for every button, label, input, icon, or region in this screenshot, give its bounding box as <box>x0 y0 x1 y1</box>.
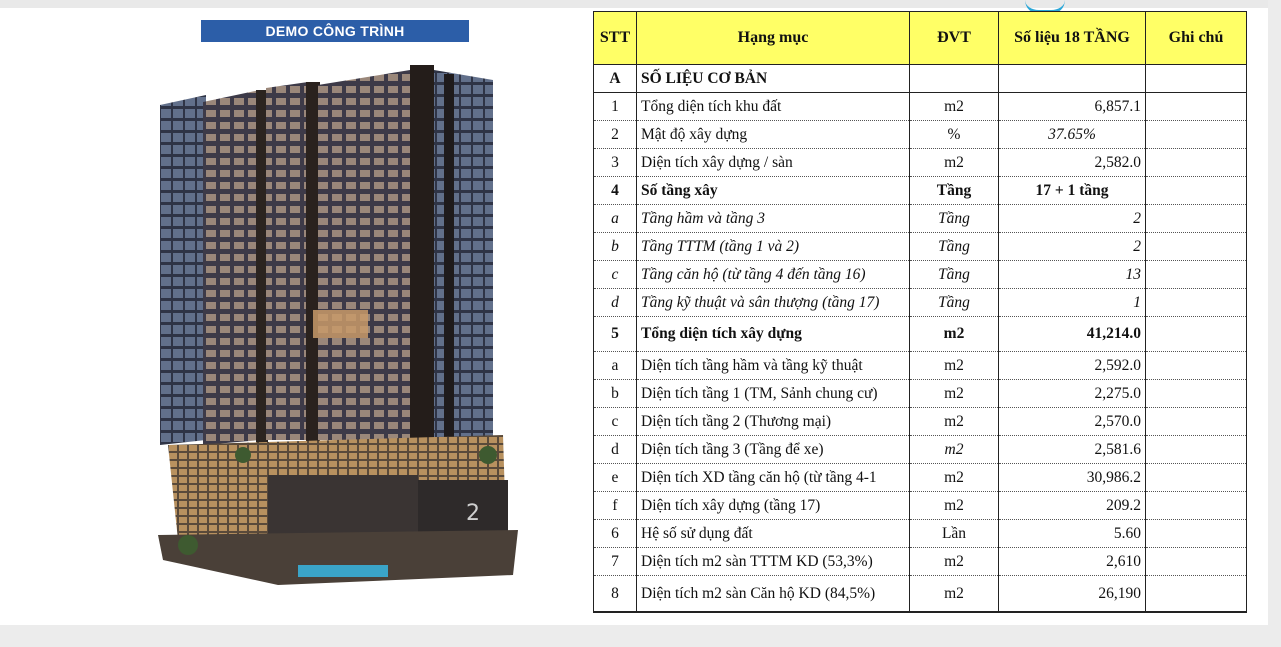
row-unit: m2 <box>910 548 999 576</box>
row-stt: a <box>594 352 637 380</box>
row-unit: m2 <box>910 436 999 464</box>
row-value: 2 <box>999 205 1146 233</box>
table-row <box>594 352 1247 380</box>
table-row <box>594 464 1247 492</box>
row-stt: d <box>594 289 637 317</box>
row-item: Mật độ xây dựng <box>637 121 910 149</box>
table-row <box>594 492 1247 520</box>
row-value: 5.60 <box>999 520 1146 548</box>
table-row <box>594 149 1247 177</box>
table-row <box>594 380 1247 408</box>
row-note <box>1146 352 1247 380</box>
row-unit <box>910 65 999 93</box>
row-stt: 8 <box>594 576 637 613</box>
row-value: 6,857.1 <box>999 93 1146 121</box>
row-value: 2 <box>999 233 1146 261</box>
row-stt: b <box>594 233 637 261</box>
row-note <box>1146 177 1247 205</box>
row-value: 17 + 1 tầng <box>999 177 1146 205</box>
row-note <box>1146 520 1247 548</box>
row-value: 30,986.2 <box>999 464 1146 492</box>
window-top-edge <box>0 0 1281 8</box>
col-header-note: Ghi chú <box>1146 12 1247 65</box>
row-stt: 6 <box>594 520 637 548</box>
row-note <box>1146 93 1247 121</box>
row-item: Diện tích xây dựng (tầng 17) <box>637 492 910 520</box>
row-note <box>1146 492 1247 520</box>
table-row <box>594 121 1247 149</box>
row-stt: f <box>594 492 637 520</box>
row-stt: d <box>594 436 637 464</box>
window-bottom-edge <box>0 625 1281 647</box>
row-value: 1 <box>999 289 1146 317</box>
row-item: Hệ số sử dụng đất <box>637 520 910 548</box>
row-item: Diện tích tầng 1 (TM, Sảnh chung cư) <box>637 380 910 408</box>
row-value: 2,592.0 <box>999 352 1146 380</box>
row-item: Diện tích xây dựng / sàn <box>637 149 910 177</box>
svg-text:2: 2 <box>466 501 480 526</box>
table-row <box>594 233 1247 261</box>
row-note <box>1146 380 1247 408</box>
row-unit: Lần <box>910 520 999 548</box>
row-value: 2,275.0 <box>999 380 1146 408</box>
col-header-stt: STT <box>594 12 637 65</box>
row-value: 41,214.0 <box>999 317 1146 352</box>
table-row <box>594 93 1247 121</box>
row-item: Tổng diện tích xây dựng <box>637 317 910 352</box>
row-note <box>1146 408 1247 436</box>
row-note <box>1146 548 1247 576</box>
row-note <box>1146 436 1247 464</box>
row-stt: 2 <box>594 121 637 149</box>
table-row <box>594 177 1247 205</box>
row-value: 2,582.0 <box>999 149 1146 177</box>
row-value: 209.2 <box>999 492 1146 520</box>
row-item: Diện tích XD tầng căn hộ (từ tầng 4-1 <box>637 464 910 492</box>
col-header-value: Số liệu 18 TẦNG <box>999 12 1146 65</box>
row-item: Tổng diện tích khu đất <box>637 93 910 121</box>
row-item: Diện tích tầng 2 (Thương mại) <box>637 408 910 436</box>
row-unit: m2 <box>910 464 999 492</box>
row-note <box>1146 289 1247 317</box>
row-unit: Tầng <box>910 177 999 205</box>
row-note <box>1146 317 1247 352</box>
row-unit: % <box>910 121 999 149</box>
row-note <box>1146 65 1247 93</box>
window-right-edge <box>1268 0 1281 647</box>
table-row <box>594 65 1247 93</box>
row-item: Tầng căn hộ (từ tầng 4 đến tầng 16) <box>637 261 910 289</box>
row-note <box>1146 205 1247 233</box>
row-unit: Tầng <box>910 205 999 233</box>
row-value: 37.65% <box>999 121 1146 149</box>
building-render-image <box>148 60 528 590</box>
table-row <box>594 205 1247 233</box>
row-item: Diện tích m2 sàn Căn hộ KD (84,5%) <box>637 576 910 613</box>
row-item: Tầng TTTM (tầng 1 và 2) <box>637 233 910 261</box>
row-note <box>1146 576 1247 613</box>
row-item: Tầng kỹ thuật và sân thượng (tầng 17) <box>637 289 910 317</box>
col-header-item: Hạng mục <box>637 12 910 65</box>
row-unit: m2 <box>910 352 999 380</box>
building-spec-table <box>593 11 1247 613</box>
row-item: Số tầng xây <box>637 177 910 205</box>
row-stt: e <box>594 464 637 492</box>
row-stt: 5 <box>594 317 637 352</box>
table-row <box>594 289 1247 317</box>
table-row <box>594 261 1247 289</box>
table-header-row <box>594 12 1247 65</box>
row-stt: 4 <box>594 177 637 205</box>
row-unit: m2 <box>910 492 999 520</box>
table-row <box>594 317 1247 352</box>
row-item: SỐ LIỆU CƠ BẢN <box>637 65 910 93</box>
table-row <box>594 576 1247 613</box>
row-unit: m2 <box>910 408 999 436</box>
row-stt: 7 <box>594 548 637 576</box>
row-unit: Tầng <box>910 289 999 317</box>
row-stt: A <box>594 65 637 93</box>
row-value: 26,190 <box>999 576 1146 613</box>
row-stt: c <box>594 408 637 436</box>
col-header-unit: ĐVT <box>910 12 999 65</box>
row-value: 2,581.6 <box>999 436 1146 464</box>
row-note <box>1146 121 1247 149</box>
table-row <box>594 436 1247 464</box>
demo-banner: DEMO CÔNG TRÌNH <box>201 20 469 42</box>
row-unit: m2 <box>910 576 999 613</box>
row-stt: a <box>594 205 637 233</box>
table-row <box>594 548 1247 576</box>
row-unit: m2 <box>910 317 999 352</box>
row-note <box>1146 233 1247 261</box>
row-value <box>999 65 1146 93</box>
row-stt: c <box>594 261 637 289</box>
row-stt: 1 <box>594 93 637 121</box>
row-unit: Tầng <box>910 261 999 289</box>
row-value: 13 <box>999 261 1146 289</box>
row-note <box>1146 464 1247 492</box>
row-stt: 3 <box>594 149 637 177</box>
row-item: Tầng hầm và tầng 3 <box>637 205 910 233</box>
row-unit: Tầng <box>910 233 999 261</box>
row-unit: m2 <box>910 149 999 177</box>
row-value: 2,570.0 <box>999 408 1146 436</box>
table-row <box>594 520 1247 548</box>
table-row <box>594 408 1247 436</box>
row-stt: b <box>594 380 637 408</box>
row-item: Diện tích tầng 3 (Tầng để xe) <box>637 436 910 464</box>
row-unit: m2 <box>910 380 999 408</box>
row-item: Diện tích m2 sàn TTTM KD (53,3%) <box>637 548 910 576</box>
row-note <box>1146 261 1247 289</box>
row-value: 2,610 <box>999 548 1146 576</box>
row-note <box>1146 149 1247 177</box>
row-unit: m2 <box>910 93 999 121</box>
row-item: Diện tích tầng hầm và tầng kỹ thuật <box>637 352 910 380</box>
